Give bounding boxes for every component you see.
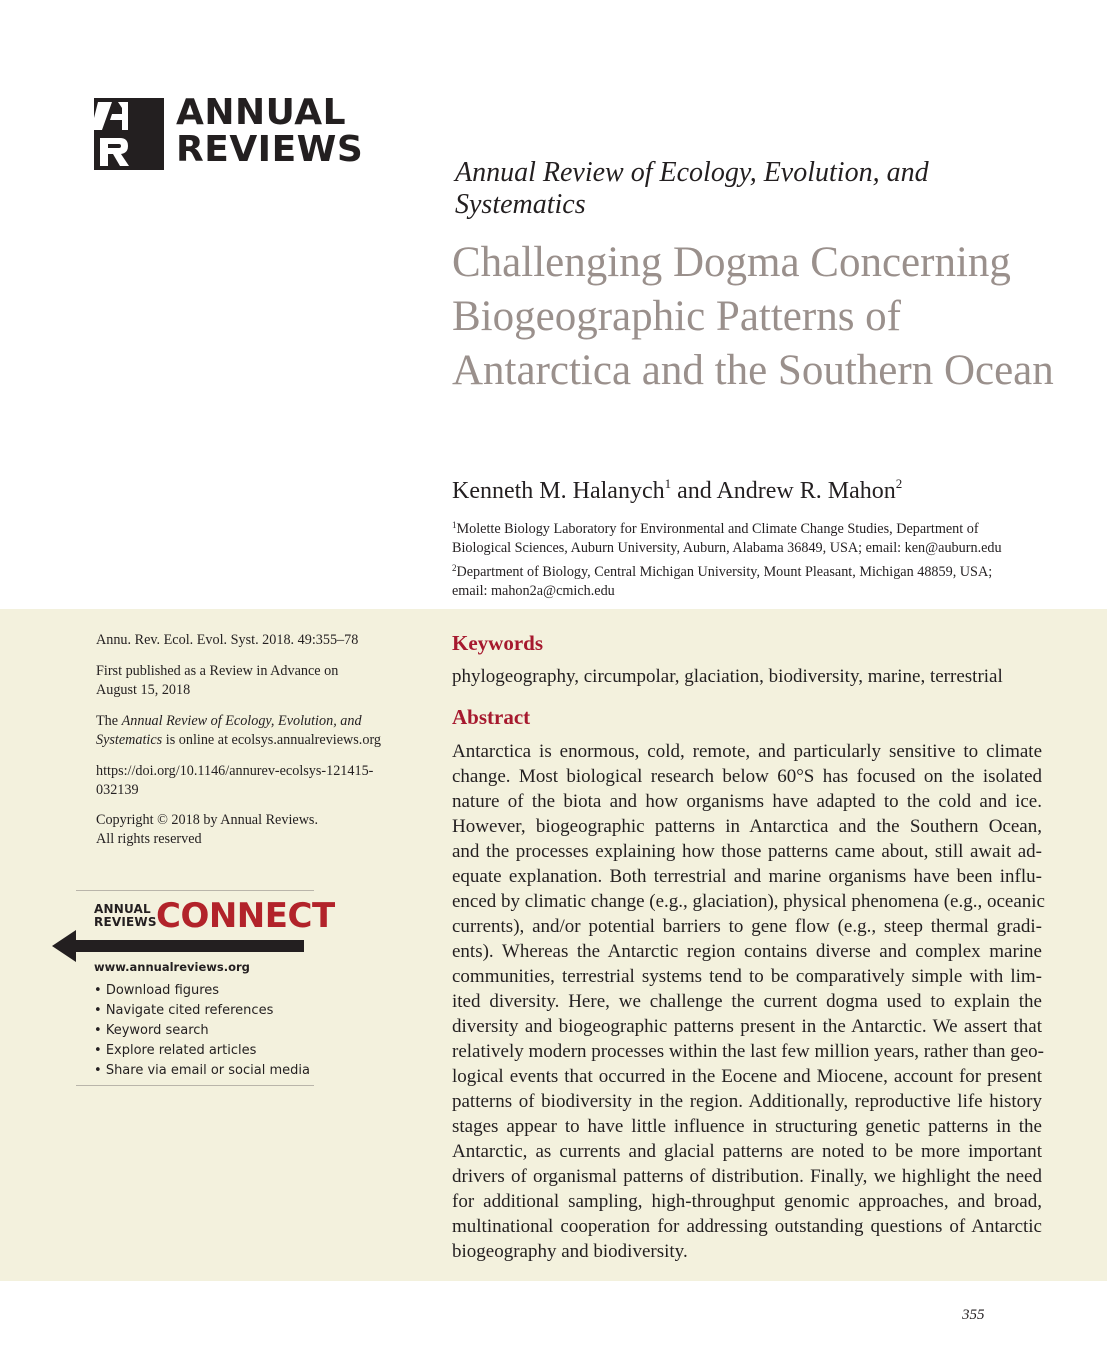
connect-item-navigate-references: • Navigate cited references <box>94 1003 274 1018</box>
abstract-line: logical events that occurred in the Eocene and Miocene, account for present <box>452 1066 1042 1087</box>
publication-date <box>96 662 416 700</box>
connect-item-label: Download figures <box>105 983 220 998</box>
abstract-line: multinational cooperation for addressing outstanding questions of Antarctic <box>452 1216 1042 1237</box>
connect-item-related-articles: • Explore related articles <box>94 1043 257 1058</box>
abstract-line: Antarctic, as currents and glacial patterns are noted to be more important <box>452 1141 1042 1162</box>
logo-line-annual: ANNUAL <box>176 92 347 133</box>
abstract-line: Antarctica is enormous, cold, remote, and particularly sensitive to climate <box>452 741 1042 762</box>
online-suffix: is online at ecolsys.annualreviews.org <box>162 732 382 748</box>
doi-line2[interactable]: 032139 <box>96 782 139 798</box>
abstract-line: patterns of biodiversity in the region. Additionally, reproductive life history <box>452 1091 1042 1112</box>
abstract-line: for additional sampling, high-throughput genomic approaches, and broad, <box>452 1191 1042 1212</box>
abstract-heading: Abstract <box>452 705 531 729</box>
keywords-list: phylogeography, circumpolar, glaciation, biodiversity, marine, terrestrial <box>452 666 1003 687</box>
abstract-line: relatively modern processes within the last few million years, rather than geo- <box>452 1041 1044 1062</box>
copyright-line2: All rights reserved <box>96 831 202 847</box>
connect-small-reviews: REVIEWS <box>94 915 157 929</box>
connect-url[interactable]: www.annualreviews.org <box>94 960 250 974</box>
logo-line-reviews: REVIEWS <box>176 129 364 170</box>
connect-small-annual: ANNUAL <box>94 902 151 916</box>
affiliation-1 <box>452 520 1052 558</box>
abstract-line: ited diversity. Here, we challenge the current dogma used to explain the <box>452 991 1042 1012</box>
affiliation-1-mark: 1 <box>452 520 457 530</box>
keywords-heading: Keywords <box>452 631 543 655</box>
author-2-affil-mark: 2 <box>895 476 903 491</box>
author-1: Kenneth M. Halanych <box>452 478 665 504</box>
author-2: Andrew R. Mahon <box>716 478 896 504</box>
abstract-line: equate explanation. Both terrestrial and marine organisms have been influ- <box>452 866 1042 887</box>
abstract-line: diversity and biogeographic patterns present in the Antarctic. We assert that <box>452 1016 1042 1037</box>
ar-monogram-icon <box>94 98 164 170</box>
left-arrow-icon <box>52 930 304 962</box>
abstract-body <box>452 739 1045 1264</box>
connect-item-keyword-search: • Keyword search <box>94 1023 209 1038</box>
affiliation-2-line2: email: mahon2a@cmich.edu <box>452 583 615 599</box>
annual-reviews-logo <box>94 92 374 172</box>
affiliation-2 <box>452 563 1052 601</box>
doi-link[interactable] <box>96 762 416 800</box>
connect-title: CONNECT <box>156 896 335 936</box>
connect-small-logo <box>94 903 157 929</box>
abstract-line: biogeography and biodiversity. <box>452 1241 688 1262</box>
connect-item-label: Keyword search <box>105 1023 209 1038</box>
affiliation-1-line2: Biological Sciences, Auburn University, Auburn, Alabama 36849, USA; email: ken@auburn.edu <box>452 540 1002 556</box>
abstract-line: enced by climatic change (e.g., glaciation), physical phenomena (e.g., oceanic <box>452 891 1045 912</box>
abstract-line: stages appear to have little influence in structuring genetic patterns in the <box>452 1116 1042 1137</box>
publication-date-line2: August 15, 2018 <box>96 682 191 698</box>
online-prefix: The <box>96 713 122 729</box>
abstract-line: change. Most biological research below 60°S has focused on the isolated <box>452 766 1042 787</box>
citation: Annu. Rev. Ecol. Evol. Syst. 2018. 49:355–78 <box>96 632 359 648</box>
author-1-affil-mark: 1 <box>664 476 672 491</box>
connect-item-download-figures: • Download figures <box>94 983 220 998</box>
online-journal-line2: Systematics <box>96 732 163 748</box>
connect-top-rule <box>76 890 314 891</box>
connect-item-label: Explore related articles <box>105 1043 257 1058</box>
abstract-line: communities, terrestrial systems tend to be comparatively simple with lim- <box>452 966 1042 987</box>
abstract-line: currents), and/or potential barriers to gene flow (e.g., steep thermal gradi- <box>452 916 1042 937</box>
abstract-line: However, biogeographic patterns in Antarctica and the Southern Ocean, <box>452 816 1042 837</box>
online-journal-line1: Annual Review of Ecology, Evolution, and <box>121 713 362 729</box>
copyright <box>96 811 416 849</box>
abstract-line: ents). Whereas the Antarctic region contains diverse and complex marine <box>452 941 1042 962</box>
connect-item-share: • Share via email or social media <box>94 1063 310 1078</box>
connect-item-label: Share via email or social media <box>105 1063 310 1078</box>
connect-bottom-rule <box>76 1085 314 1086</box>
affiliation-1-line1: Molette Biology Laboratory for Environmental and Climate Change Studies, Department of <box>456 521 979 537</box>
online-note <box>96 712 416 750</box>
connect-box <box>76 890 335 1086</box>
affiliation-2-mark: 2 <box>452 563 457 573</box>
authors-conjunction: and <box>671 478 717 504</box>
affiliation-2-line1: Department of Biology, Central Michigan University, Mount Pleasant, Michigan 48859, USA; <box>456 564 993 580</box>
authors <box>452 476 902 506</box>
connect-feature-list <box>94 981 310 1081</box>
journal-name: Annual Review of Ecology, Evolution, and Systematics <box>455 157 929 220</box>
copyright-line1: Copyright © 2018 by Annual Reviews. <box>96 812 319 828</box>
abstract-line: and the processes explaining how those patterns came about, still await ad- <box>452 841 1042 862</box>
doi-line1[interactable]: https://doi.org/10.1146/annurev-ecolsys-121415- <box>96 763 374 779</box>
article-title: Challenging Dogma Concerning Biogeographic Patterns of Antarctica and the Southern Ocean <box>452 239 1054 394</box>
page-number: 355 <box>962 1307 985 1323</box>
connect-item-label: Navigate cited references <box>105 1003 274 1018</box>
abstract-line: nature of the biota and how organisms have adapted to the cold and ice. <box>452 791 1042 812</box>
abstract-line: drivers of organismal patterns of distribution. Finally, we highlight the need <box>452 1166 1042 1187</box>
publication-date-line1: First published as a Review in Advance on <box>96 663 339 679</box>
